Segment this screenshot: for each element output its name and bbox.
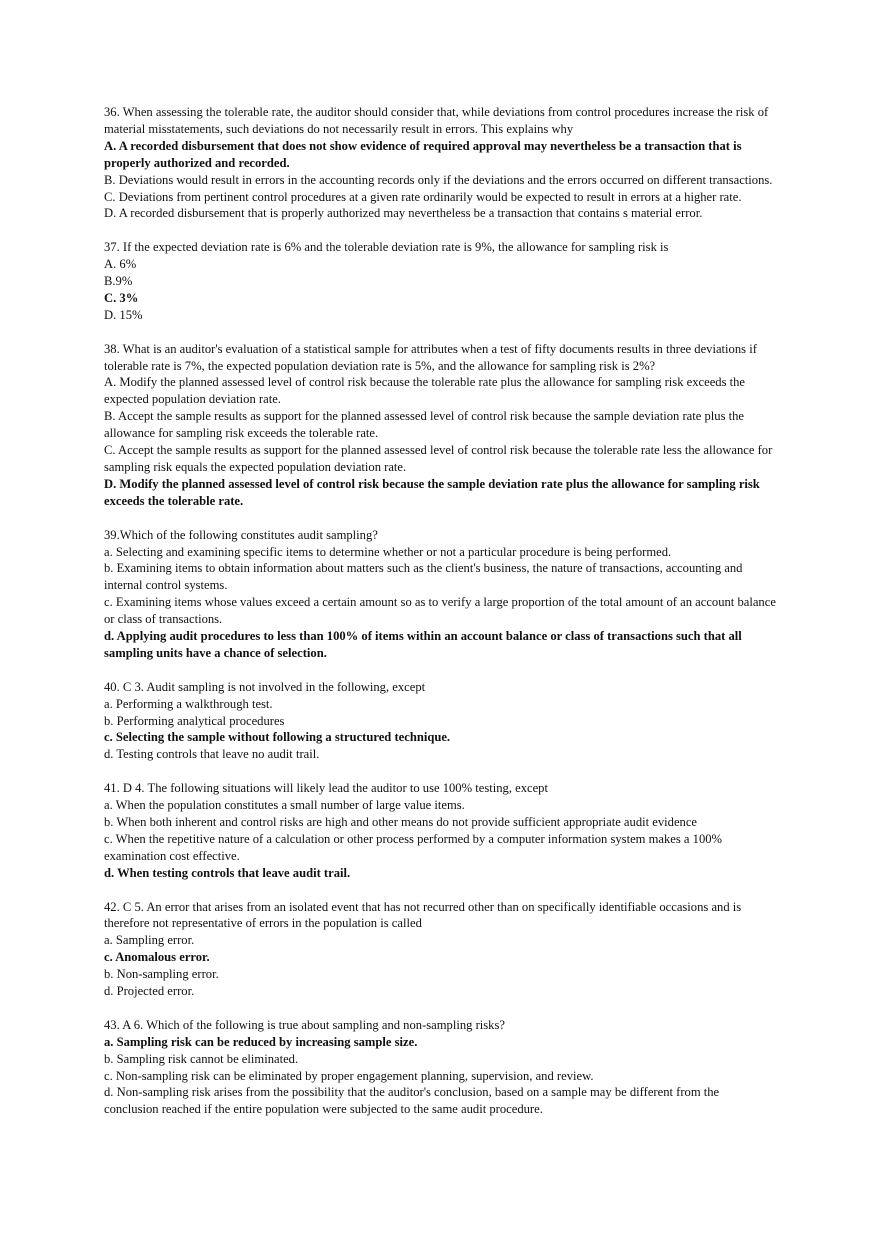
- answer-option: d. Projected error.: [104, 984, 195, 999]
- question-stem: 36. When assessing the tolerable rate, the auditor should consider that, while deviations from control procedures increase the risk of material misstatements, such deviations do not necessarily result in errors. This explains why: [104, 105, 769, 136]
- question-stem: 37. If the expected deviation rate is 6% and the tolerable deviation rate is 9%, the allowance for sampling risk is: [104, 240, 669, 255]
- question-39: [104, 527, 776, 662]
- answer-option: b. Sampling risk cannot be eliminated.: [104, 1051, 299, 1066]
- answer-option: C. Deviations from pertinent control procedures at a given rate ordinarily would be expected to result in errors at a higher rate.: [104, 189, 742, 204]
- answer-option: d. Non-sampling risk arises from the possibility that the auditor's conclusion, based on a sample may be different from the conclusion reached if the entire population were subjected to the same audit procedure.: [104, 1085, 720, 1117]
- question-37: [104, 239, 776, 324]
- answer-option: c. Examining items whose values exceed a certain amount so as to verify a large proportion of the total amount of an account balance or class of transactions.: [104, 595, 776, 627]
- answer-option: c. Non-sampling risk can be eliminated by proper engagement planning, supervision, and review.: [104, 1068, 594, 1083]
- answer-option: A. 6%: [104, 257, 137, 272]
- answer-option: B. Accept the sample results as support for the planned assessed level of control risk because the sample deviation rate plus the allowance for sampling risk exceeds the tolerable rate.: [104, 409, 744, 441]
- question-list: [104, 104, 776, 1135]
- answer-option: a. When the population constitutes a small number of large value items.: [104, 798, 465, 813]
- question-36: [104, 104, 776, 222]
- question-stem: 43. A 6. Which of the following is true about sampling and non-sampling risks?: [104, 1017, 505, 1032]
- answer-option-correct: c. Anomalous error.: [104, 950, 210, 965]
- answer-option: b. Non-sampling error.: [104, 967, 219, 982]
- question-stem: 41. D 4. The following situations will likely lead the auditor to use 100% testing, except: [104, 781, 548, 796]
- question-38: [104, 341, 776, 510]
- answer-option: D. 15%: [104, 307, 143, 322]
- answer-option: b. When both inherent and control risks are high and other means do not provide sufficient appropriate audit evidence: [104, 814, 698, 829]
- question-41: [104, 780, 776, 881]
- answer-option: d. Testing controls that leave no audit trail.: [104, 747, 320, 762]
- question-40: [104, 679, 776, 764]
- question-stem: 42. C 5. An error that arises from an isolated event that has not recurred other than on specifically identifiable occasions and is therefore not representative of errors in the population is called: [104, 899, 742, 931]
- answer-option-correct: A. A recorded disbursement that does not show evidence of required approval may nevertheless be a transaction that is properly authorized and recorded.: [104, 138, 742, 170]
- answer-option: a. Selecting and examining specific items to determine whether or not a particular procedure is being performed.: [104, 544, 672, 559]
- answer-option: C. Accept the sample results as support for the planned assessed level of control risk because the tolerable rate less the allowance for sampling risk equals the expected population deviation rate.: [104, 443, 773, 474]
- question-stem: 38. What is an auditor's evaluation of a statistical sample for attributes when a test of fifty documents results in three deviations if tolerable rate is 7%, the expected population deviation rate is 5%, and the allowance for sampling risk is 2%?: [104, 341, 757, 373]
- answer-option-correct: d. Applying audit procedures to less than 100% of items within an account balance or class of transactions such that all sampling units have a chance of selection.: [104, 629, 742, 660]
- answer-option-correct: c. Selecting the sample without following a structured technique.: [104, 730, 451, 745]
- answer-option: B.9%: [104, 274, 133, 289]
- question-42: [104, 899, 776, 1000]
- answer-option: a. Performing a walkthrough test.: [104, 696, 273, 711]
- answer-option: b. Performing analytical procedures: [104, 713, 285, 728]
- answer-option: A. Modify the planned assessed level of control risk because the tolerable rate plus the allowance for sampling risk exceeds the expected population deviation rate.: [104, 375, 746, 407]
- answer-option-correct: a. Sampling risk can be reduced by increasing sample size.: [104, 1034, 418, 1049]
- answer-option-correct: d. When testing controls that leave audit trail.: [104, 865, 351, 880]
- answer-option: c. When the repetitive nature of a calculation or other process performed by a computer information system makes a 100% examination cost effective.: [104, 831, 723, 863]
- question-stem: 39.Which of the following constitutes audit sampling?: [104, 527, 378, 542]
- answer-option: B. Deviations would result in errors in the accounting records only if the deviations and the errors occurred on different transactions.: [104, 172, 773, 187]
- answer-option: a. Sampling error.: [104, 933, 195, 948]
- question-43: [104, 1017, 776, 1118]
- answer-option-correct: D. Modify the planned assessed level of control risk because the sample deviation rate plus the allowance for sampling risk exceeds the tolerable rate.: [104, 476, 760, 508]
- question-stem: 40. C 3. Audit sampling is not involved in the following, except: [104, 679, 426, 694]
- answer-option: b. Examining items to obtain information about matters such as the client's business, the nature of transactions, accounting and internal control systems.: [104, 561, 743, 593]
- answer-option: D. A recorded disbursement that is properly authorized may nevertheless be a transaction that contains s material error.: [104, 206, 703, 221]
- answer-option-correct: C. 3%: [104, 290, 139, 305]
